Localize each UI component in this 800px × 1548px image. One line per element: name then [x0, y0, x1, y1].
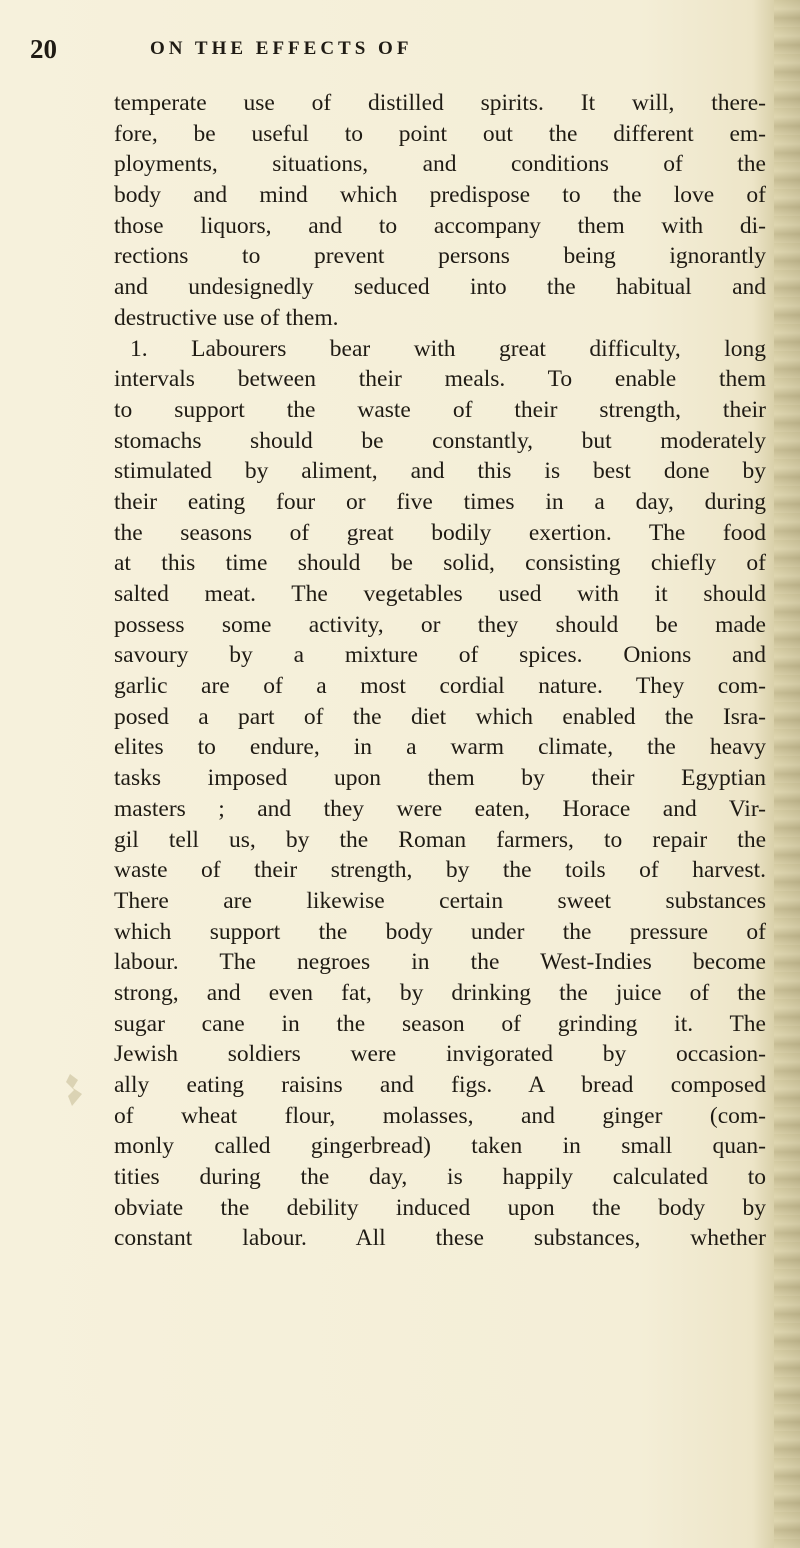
text-line: which support the body under the pressure of [114, 918, 766, 945]
text-line: garlic are of a most cordial nature. They com- [114, 673, 766, 700]
text-line: their eating four or five times in a day, during [114, 488, 766, 515]
text-line: posed a part of the diet which enabled the Isra- [114, 703, 766, 730]
text-line: those liquors, and to accompany them with di- [114, 212, 766, 239]
text-line: strong, and even fat, by drinking the juice of the [114, 979, 766, 1006]
text-line: body and mind which predispose to the love of [114, 182, 766, 209]
text-line: fore, be useful to point out the different em- [114, 120, 766, 147]
text-line: at this time should be solid, consisting chiefly of [114, 550, 766, 577]
text-line: waste of their strength, by the toils of harvest. [114, 857, 766, 884]
text-line: tasks imposed upon them by their Egyptian [114, 765, 766, 792]
text-line: labour. The negroes in the West-Indies become [114, 949, 766, 976]
text-line: of wheat flour, molasses, and ginger (com- [114, 1102, 766, 1129]
page-number: 20 [30, 34, 57, 64]
running-title: ON THE EFFECTS OF [150, 38, 413, 59]
text-line: and undesignedly seduced into the habitual and [114, 274, 766, 301]
text-line: destructive use of them. [114, 304, 339, 331]
text-line: gil tell us, by the Roman farmers, to repair the [114, 826, 766, 853]
page-edge-shadow [774, 0, 800, 1548]
text-line: elites to endure, in a warm climate, the heavy [114, 734, 766, 761]
text-line: ally eating raisins and figs. A bread composed [114, 1072, 766, 1098]
text-line: savoury by a mixture of spices. Onions and [114, 642, 766, 669]
text-line: possess some activity, or they should be made [114, 611, 766, 638]
text-line: temperate use of distilled spirits. It will, there- [114, 90, 766, 116]
ink-blot-mark [60, 1070, 90, 1110]
text-line: stomachs should be constantly, but moderately [114, 427, 766, 454]
text-line: 1. Labourers bear with great difficulty, long [130, 335, 766, 362]
text-line: obviate the debility induced upon the body by [114, 1194, 766, 1221]
text-line: salted meat. The vegetables used with it should [114, 581, 766, 607]
text-line: stimulated by aliment, and this is best done by [114, 458, 766, 485]
text-line: intervals between their meals. To enable them [114, 366, 766, 393]
text-line: sugar cane in the season of grinding it. The [114, 1010, 766, 1037]
text-line: rections to prevent persons being ignorantly [114, 243, 766, 270]
body-text [114, 88, 766, 1254]
text-line: masters ; and they were eaten, Horace and Vir- [114, 795, 766, 822]
text-line: Jewish soldiers were invigorated by occasion- [114, 1041, 766, 1068]
text-line: monly called gingerbread) taken in small quan- [114, 1133, 766, 1160]
text-line: to support the waste of their strength, their [114, 396, 766, 423]
text-line: constant labour. All these substances, whether [114, 1225, 766, 1252]
text-line: ployments, situations, and conditions of the [114, 151, 766, 178]
text-line: tities during the day, is happily calculated to [114, 1164, 766, 1191]
text-line: There are likewise certain sweet substances [114, 887, 766, 914]
page-header [30, 34, 770, 64]
text-line: the seasons of great bodily exertion. The food [114, 519, 766, 546]
